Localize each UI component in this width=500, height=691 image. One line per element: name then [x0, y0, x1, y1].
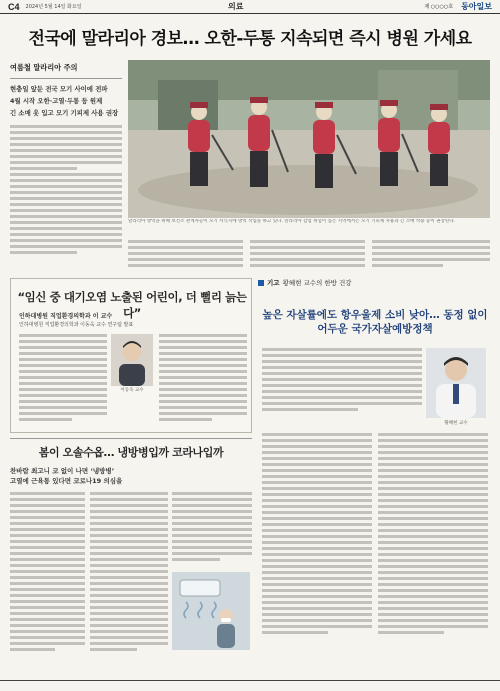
- section-text: [90, 492, 168, 672]
- lede-body-text: [10, 125, 122, 265]
- section-divider: [10, 438, 252, 439]
- square-bullet-icon: [258, 280, 264, 286]
- doctor-caption: 황혜현 교수: [444, 421, 468, 426]
- lede-subline: 긴 소매 옷 입고 모기 기피제 사용 권장: [10, 109, 119, 117]
- contribution-tag: [258, 278, 352, 287]
- date-line: 2024년 5월 14일 화요일: [25, 4, 82, 10]
- lede-column: [10, 62, 122, 265]
- section-text: [10, 492, 85, 672]
- column-box-depression: [258, 278, 492, 656]
- column-text: [378, 433, 488, 653]
- newspaper-brand: 동아일보: [461, 1, 492, 11]
- doctor-portrait: [426, 348, 486, 418]
- column-text: [262, 348, 422, 423]
- lede-subline: 4월 시작 오한·고열·두통 등 원제: [10, 97, 103, 105]
- column-text: [159, 334, 247, 429]
- lede-subheading: 여름철 말라리아 주의: [10, 63, 78, 72]
- section-label: 의료: [228, 2, 244, 11]
- column-text: [262, 433, 372, 653]
- tag-detail: 황혜현 교수의 한방 건강: [282, 279, 352, 287]
- column-title: “임신 중 대기오염 노출된 어린이, 더 뻘리 늙는다”: [17, 290, 247, 320]
- article-text-col: [128, 240, 243, 270]
- article-text-col: [250, 240, 365, 270]
- section-subhead: 찬바람 최고니 코 없이 나면 ‘냉방병’: [10, 467, 115, 475]
- masthead-right: [424, 1, 492, 12]
- lede-sublines: [10, 78, 122, 119]
- tag-label: 기고: [267, 279, 280, 287]
- news-photo: [128, 60, 490, 218]
- page-footer: [0, 680, 500, 691]
- page-number: C4: [8, 1, 20, 12]
- section-subhead: 고열에 근육통 있다면 코로나19 의심을: [10, 477, 123, 485]
- portrait-caption: 이동욱 교수: [120, 388, 144, 393]
- section-text: [172, 492, 252, 568]
- lede-subline: 현충일 앞둔 전국 모기 사이에 전파: [10, 85, 108, 93]
- main-headline: 전국에 말라리아 경보… 오한-두통 지속되면 즉시 병원 가세요: [28, 29, 472, 49]
- professor-portrait: [111, 334, 153, 386]
- column-affiliation: 인하대병원 직업환경의학과 이동욱 교수 연구팀 발표: [19, 322, 134, 328]
- column-byline: 인하대병원 직업환경의학과 이 교수: [19, 313, 113, 320]
- column-text: [19, 334, 107, 429]
- column-title: 높은 자살률에도 항우울제 소비 낮아… 동정 없이 어두운 국가자살예방정책: [262, 309, 488, 335]
- photo-caption: 말라리아 방역을 위해 보건소 관계자들이 모기 서식지에 방역 작업을 하고 있다. 말라리아 감염 위험이 높은 지역에서는 모기 기피제 사용과 긴 소매 착용 등이 권장된다.: [128, 219, 456, 224]
- illustration: [172, 572, 250, 650]
- section-title: 봄이 오솔수옵… 냉방병입까 코라나입까: [38, 446, 224, 459]
- section-subheads: [10, 466, 122, 486]
- masthead: [0, 0, 500, 14]
- article-text-col: [372, 240, 490, 270]
- column-box-pollution: [10, 278, 252, 433]
- issue-line: 제 ○○○○호: [424, 4, 454, 10]
